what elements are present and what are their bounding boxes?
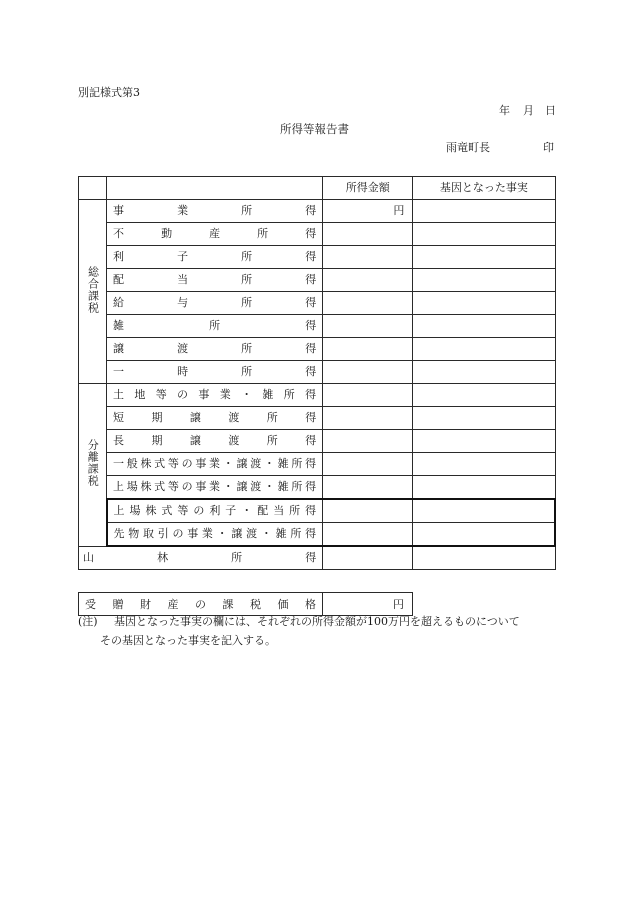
group-label-general <box>79 200 107 384</box>
note-line-1: 基因となった事実の欄には、それぞれの所得金額が100万円を超えるものについて <box>114 615 520 628</box>
amount-cell[interactable]: 円 <box>323 200 413 223</box>
table-row <box>79 499 556 523</box>
row-name <box>107 453 323 476</box>
table-row <box>79 523 556 547</box>
row-name <box>107 246 323 269</box>
income-table <box>78 176 556 570</box>
row-label: 利 子 所 得 <box>113 250 317 263</box>
row-name <box>107 384 323 407</box>
basis-cell[interactable] <box>413 269 555 292</box>
basis-cell[interactable] <box>413 384 555 407</box>
basis-cell[interactable] <box>413 546 555 570</box>
amount-cell[interactable] <box>323 407 413 430</box>
row-label: 一 般 株 式 等 の 事 業 ・ 譲 渡 ・ 雑 所 得 <box>113 457 317 470</box>
amount-cell[interactable] <box>323 499 413 523</box>
row-label: 配 当 所 得 <box>113 273 317 286</box>
group-label-separate <box>79 384 107 547</box>
table-row <box>79 546 556 570</box>
row-name <box>107 361 323 384</box>
page-title: 所得等報告書 <box>280 122 349 136</box>
table-row <box>79 200 556 223</box>
gift-row <box>79 593 413 616</box>
amount-cell[interactable] <box>323 269 413 292</box>
basis-cell[interactable] <box>413 430 555 453</box>
row-label: 雑 所 得 <box>113 319 317 332</box>
basis-cell[interactable] <box>413 223 555 246</box>
table-row <box>79 361 556 384</box>
table-row <box>79 476 556 500</box>
row-name <box>107 315 323 338</box>
basis-cell[interactable] <box>413 523 555 547</box>
amount-cell[interactable] <box>323 546 413 570</box>
row-name <box>107 269 323 292</box>
row-label: 土 地 等 の 事 業 ・ 雑 所 得 <box>113 388 317 401</box>
basis-cell[interactable] <box>413 453 555 476</box>
row-label: 山 林 所 得 <box>83 551 317 564</box>
row-name <box>107 499 323 523</box>
amount-cell[interactable] <box>323 338 413 361</box>
gift-table <box>78 592 413 616</box>
amount-cell[interactable] <box>323 476 413 500</box>
date-month: 月 <box>523 104 534 117</box>
gift-amount-cell[interactable]: 円 <box>323 593 413 616</box>
row-label: 譲 渡 所 得 <box>113 342 317 355</box>
row-name <box>107 200 323 223</box>
row-name <box>107 223 323 246</box>
row-label: 先 物 取 引 の 事 業 ・ 譲 渡 ・ 雑 所 得 <box>113 527 317 540</box>
amount-cell[interactable] <box>323 361 413 384</box>
amount-cell[interactable] <box>323 246 413 269</box>
basis-cell[interactable] <box>413 407 555 430</box>
table-row <box>79 246 556 269</box>
row-label: 上 場 株 式 等 の 利 子 ・ 配 当 所 得 <box>113 504 317 517</box>
basis-cell[interactable] <box>413 292 555 315</box>
row-label: 不 動 産 所 得 <box>113 227 317 240</box>
table-row <box>79 407 556 430</box>
table-row <box>79 453 556 476</box>
row-name <box>107 407 323 430</box>
basis-cell[interactable] <box>413 338 555 361</box>
header-blank-cat <box>79 177 107 200</box>
basis-cell[interactable] <box>413 315 555 338</box>
form-id: 別記様式第3 <box>78 86 140 99</box>
basis-cell[interactable] <box>413 476 555 500</box>
row-name <box>107 430 323 453</box>
row-label: 上 場 株 式 等 の 事 業 ・ 譲 渡 ・ 雑 所 得 <box>113 480 317 493</box>
note-marker: (注) <box>78 615 98 628</box>
row-name <box>107 476 323 500</box>
amount-cell[interactable] <box>323 430 413 453</box>
addressee: 雨竜町長 <box>446 141 490 154</box>
row-label: 一 時 所 得 <box>113 365 317 378</box>
row-label: 給 与 所 得 <box>113 296 317 309</box>
seal-mark: 印 <box>543 141 554 154</box>
row-name-forest <box>79 546 323 570</box>
table-row <box>79 223 556 246</box>
group-label-separate-text: 分離課税 <box>86 438 100 487</box>
table-row <box>79 338 556 361</box>
table-row <box>79 315 556 338</box>
amount-cell[interactable] <box>323 384 413 407</box>
amount-cell[interactable] <box>323 292 413 315</box>
gift-label-cell <box>79 593 323 616</box>
amount-cell[interactable] <box>323 315 413 338</box>
row-name <box>107 523 323 547</box>
row-label: 短 期 譲 渡 所 得 <box>113 411 317 424</box>
row-label: 長 期 譲 渡 所 得 <box>113 434 317 447</box>
row-label: 事 業 所 得 <box>113 204 317 217</box>
basis-cell[interactable] <box>413 246 555 269</box>
basis-cell[interactable] <box>413 361 555 384</box>
table-row <box>79 292 556 315</box>
basis-cell[interactable] <box>413 499 555 523</box>
basis-cell[interactable] <box>413 200 555 223</box>
row-name <box>107 338 323 361</box>
table-header-row <box>79 177 556 200</box>
amount-cell[interactable] <box>323 453 413 476</box>
note-line-2: その基因となった事実を記入する。 <box>100 634 276 647</box>
date-year: 年 <box>499 104 510 117</box>
table-row <box>79 430 556 453</box>
header-basis: 基因となった事実 <box>413 177 555 200</box>
group-label-general-text: 総合課税 <box>86 265 100 314</box>
header-amount: 所得金額 <box>323 177 413 200</box>
header-blank-name <box>107 177 323 200</box>
gift-label: 受 贈 財 産 の 課 税 価 格 <box>85 598 316 611</box>
amount-cell[interactable] <box>323 523 413 547</box>
date-day: 日 <box>545 104 556 117</box>
row-name <box>107 292 323 315</box>
table-row <box>79 269 556 292</box>
table-row <box>79 384 556 407</box>
amount-cell[interactable] <box>323 223 413 246</box>
